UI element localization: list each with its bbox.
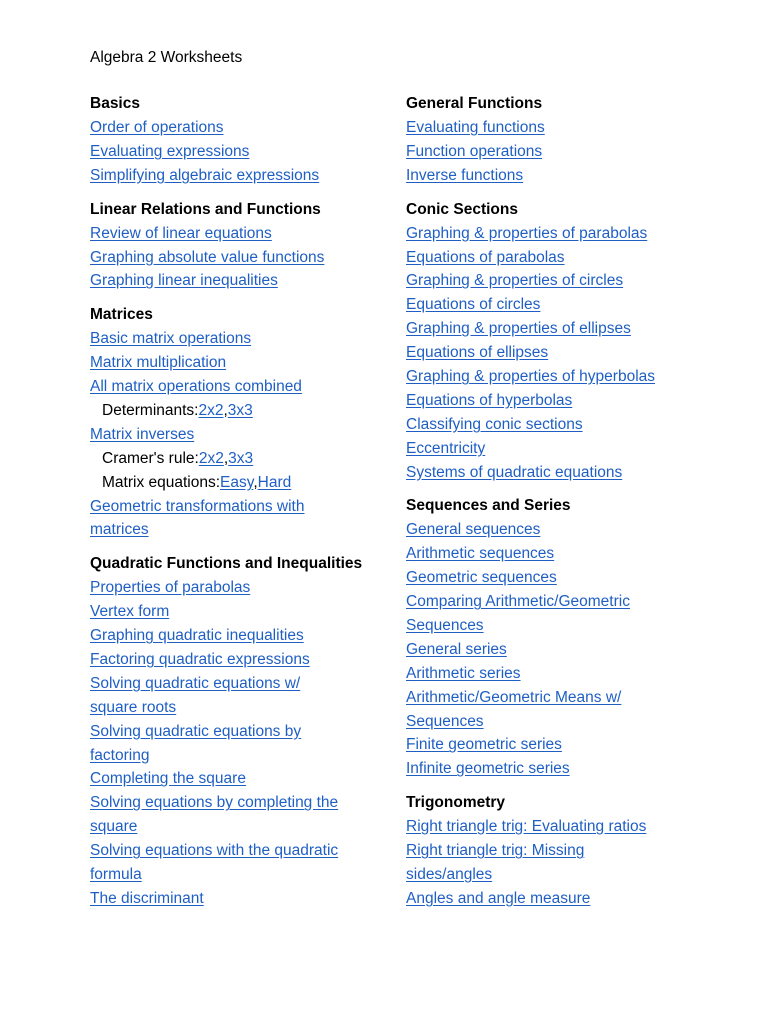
section-sequences-and-series	[406, 494, 736, 781]
worksheet-link[interactable]: Graphing absolute value functions	[90, 248, 325, 266]
worksheet-link[interactable]: Finite geometric series	[406, 736, 562, 754]
worksheet-link[interactable]: Right triangle trig: Missing	[406, 842, 585, 860]
link-row	[90, 351, 390, 375]
link-row	[90, 116, 390, 140]
worksheet-link[interactable]: Graphing & properties of parabolas	[406, 224, 648, 242]
section-linear-relations-and-functions	[90, 198, 390, 294]
link-row	[406, 246, 736, 270]
worksheet-link[interactable]: Graphing & properties of circles	[406, 272, 624, 290]
worksheet-link[interactable]: Simplifying algebraic expressions	[90, 166, 320, 184]
row-label: Matrix equations:	[102, 473, 221, 491]
link-row	[406, 662, 736, 686]
worksheet-link[interactable]: Review of linear equations	[90, 224, 272, 242]
worksheet-link[interactable]: General sequences	[406, 521, 541, 539]
worksheet-link[interactable]: Factoring quadratic expressions	[90, 651, 310, 669]
link-row	[406, 413, 736, 437]
link-row	[90, 246, 390, 270]
inline-link-row	[90, 471, 390, 495]
link-row	[90, 720, 390, 744]
section-heading: Linear Relations and Functions	[90, 200, 321, 218]
worksheet-link[interactable]: Solving equations with the quadratic	[90, 842, 339, 860]
worksheet-link-hard[interactable]: Hard	[257, 473, 292, 491]
worksheet-link[interactable]: Sequences	[406, 712, 484, 730]
worksheet-link[interactable]: Order of operations	[90, 119, 224, 136]
link-row	[406, 461, 736, 485]
link-row	[90, 863, 390, 887]
inline-link-row	[90, 399, 390, 423]
worksheet-link[interactable]: Graphing & properties of ellipses	[406, 320, 631, 338]
link-row	[406, 140, 736, 164]
row-label: Cramer's rule:	[102, 449, 199, 467]
link-row	[406, 293, 736, 317]
worksheet-link[interactable]: General series	[406, 640, 507, 658]
link-row	[406, 614, 736, 638]
link-row	[90, 164, 390, 188]
link-row	[90, 140, 390, 164]
worksheet-link[interactable]: The discriminant	[90, 889, 204, 907]
worksheet-link[interactable]: Solving quadratic equations w/	[90, 674, 301, 692]
link-row	[90, 696, 390, 720]
section-heading: General Functions	[406, 95, 543, 112]
link-row	[90, 767, 390, 791]
section-heading: Matrices	[90, 306, 153, 324]
worksheet-link[interactable]: Angles and angle measure	[406, 889, 591, 907]
worksheet-link[interactable]: Arithmetic/Geometric Means w/	[406, 688, 622, 706]
section-heading: Trigonometry	[406, 794, 506, 812]
worksheet-link[interactable]: Graphing linear inequalities	[90, 272, 278, 290]
link-row	[90, 327, 390, 351]
link-row	[90, 744, 390, 768]
worksheet-link[interactable]: Equations of hyperbolas	[406, 391, 573, 409]
link-row	[90, 576, 390, 600]
worksheet-link[interactable]: Evaluating functions	[406, 119, 545, 136]
worksheet-link[interactable]: sides/angles	[406, 866, 493, 884]
worksheet-link[interactable]: Systems of quadratic equations	[406, 463, 623, 481]
worksheet-link[interactable]: square roots	[90, 698, 177, 716]
worksheet-link[interactable]: factoring	[90, 746, 150, 764]
link-row	[90, 518, 390, 542]
link-row	[90, 222, 390, 246]
link-row	[406, 638, 736, 662]
worksheet-link[interactable]: Inverse functions	[406, 166, 524, 184]
link-row	[406, 437, 736, 461]
link-row	[406, 590, 736, 614]
worksheet-link[interactable]: Function operations	[406, 142, 543, 160]
section-matrices	[90, 303, 390, 542]
link-row	[90, 269, 390, 293]
link-row	[90, 375, 390, 399]
link-row	[90, 648, 390, 672]
link-row	[406, 542, 736, 566]
link-row	[90, 815, 390, 839]
inline-link-row	[90, 447, 390, 471]
link-row	[406, 710, 736, 734]
link-separator: ,	[253, 473, 258, 491]
worksheet-link[interactable]: Geometric transformations with	[90, 497, 305, 515]
link-row	[406, 269, 736, 293]
link-separator: ,	[223, 402, 228, 420]
link-separator: ,	[223, 449, 229, 467]
section-heading: Sequences and Series	[406, 497, 571, 515]
worksheet-link[interactable]: Graphing quadratic inequalities	[90, 627, 304, 645]
row-label: Determinants:	[102, 402, 199, 420]
page-title: Algebra 2 Worksheets	[90, 49, 243, 66]
link-row	[90, 423, 390, 447]
worksheet-link[interactable]: All matrix operations combined	[90, 378, 302, 396]
link-row	[406, 317, 736, 341]
link-row	[90, 672, 390, 696]
link-row	[406, 518, 736, 542]
worksheet-link[interactable]: Completing the square	[90, 770, 246, 788]
worksheet-link[interactable]: Properties of parabolas	[90, 579, 251, 597]
link-row	[406, 839, 736, 863]
worksheet-link[interactable]: Evaluating expressions	[90, 142, 250, 160]
link-row	[406, 733, 736, 757]
link-row	[406, 116, 736, 140]
worksheet-link-2x2[interactable]: 2x2	[198, 449, 224, 467]
worksheet-link[interactable]: Sequences	[406, 617, 484, 635]
right-column	[406, 92, 736, 921]
worksheet-link[interactable]: Vertex form	[90, 603, 170, 621]
link-row	[90, 791, 390, 815]
worksheet-link[interactable]: matrices	[90, 521, 149, 539]
link-row	[90, 887, 390, 911]
worksheet-link-3x3[interactable]: 3x3	[227, 402, 253, 420]
section-heading: Conic Sections	[406, 200, 518, 218]
worksheet-link[interactable]: Geometric sequences	[406, 569, 557, 587]
link-row	[406, 887, 736, 911]
worksheet-link-3x3[interactable]: 3x3	[228, 449, 254, 467]
link-row	[90, 624, 390, 648]
worksheet-link[interactable]: Equations of parabolas	[406, 248, 565, 266]
worksheet-link[interactable]: Equations of ellipses	[406, 344, 549, 362]
worksheet-link[interactable]: formula	[90, 866, 142, 884]
worksheet-link[interactable]: Arithmetic sequences	[406, 545, 555, 563]
section-basics	[90, 92, 390, 188]
worksheet-link[interactable]: square	[90, 818, 138, 836]
worksheet-link[interactable]: Eccentricity	[406, 439, 486, 457]
section-quadratic-functions-and-inequalities	[90, 552, 390, 910]
worksheet-link[interactable]: Classifying conic sections	[406, 415, 583, 433]
worksheet-link[interactable]: Graphing & properties of hyperbolas	[406, 368, 656, 386]
link-row	[406, 222, 736, 246]
link-row	[406, 863, 736, 887]
link-row	[406, 341, 736, 365]
section-heading: Basics	[90, 95, 140, 112]
worksheet-link[interactable]: Matrix inverses	[90, 425, 195, 443]
worksheet-link[interactable]: Solving quadratic equations by	[90, 722, 302, 740]
link-row	[406, 566, 736, 590]
link-row	[406, 757, 736, 781]
section-conic-sections	[406, 198, 736, 485]
worksheet-link[interactable]: Solving equations by completing the	[90, 794, 339, 812]
link-row	[90, 600, 390, 624]
left-column	[90, 92, 390, 921]
link-row	[90, 495, 390, 519]
link-row	[90, 839, 390, 863]
worksheet-link[interactable]: Right triangle trig: Evaluating ratios	[406, 818, 647, 836]
link-row	[406, 686, 736, 710]
worksheet-link[interactable]: Equations of circles	[406, 296, 541, 314]
link-row	[406, 389, 736, 413]
worksheet-link[interactable]: Arithmetic series	[406, 664, 521, 682]
link-row	[406, 815, 736, 839]
worksheet-link-easy[interactable]: Easy	[220, 473, 254, 491]
link-row	[406, 365, 736, 389]
worksheet-link[interactable]: Matrix multiplication	[90, 354, 227, 372]
section-heading: Quadratic Functions and Inequalities	[90, 555, 363, 573]
worksheet-link[interactable]: Comparing Arithmetic/Geometric	[406, 593, 630, 611]
link-row	[406, 164, 736, 188]
worksheet-link[interactable]: Infinite geometric series	[406, 760, 570, 778]
worksheet-link-2x2[interactable]: 2x2	[198, 402, 224, 420]
worksheet-link[interactable]: Basic matrix operations	[90, 330, 252, 348]
section-trigonometry	[406, 791, 736, 911]
section-general-functions	[406, 92, 736, 188]
